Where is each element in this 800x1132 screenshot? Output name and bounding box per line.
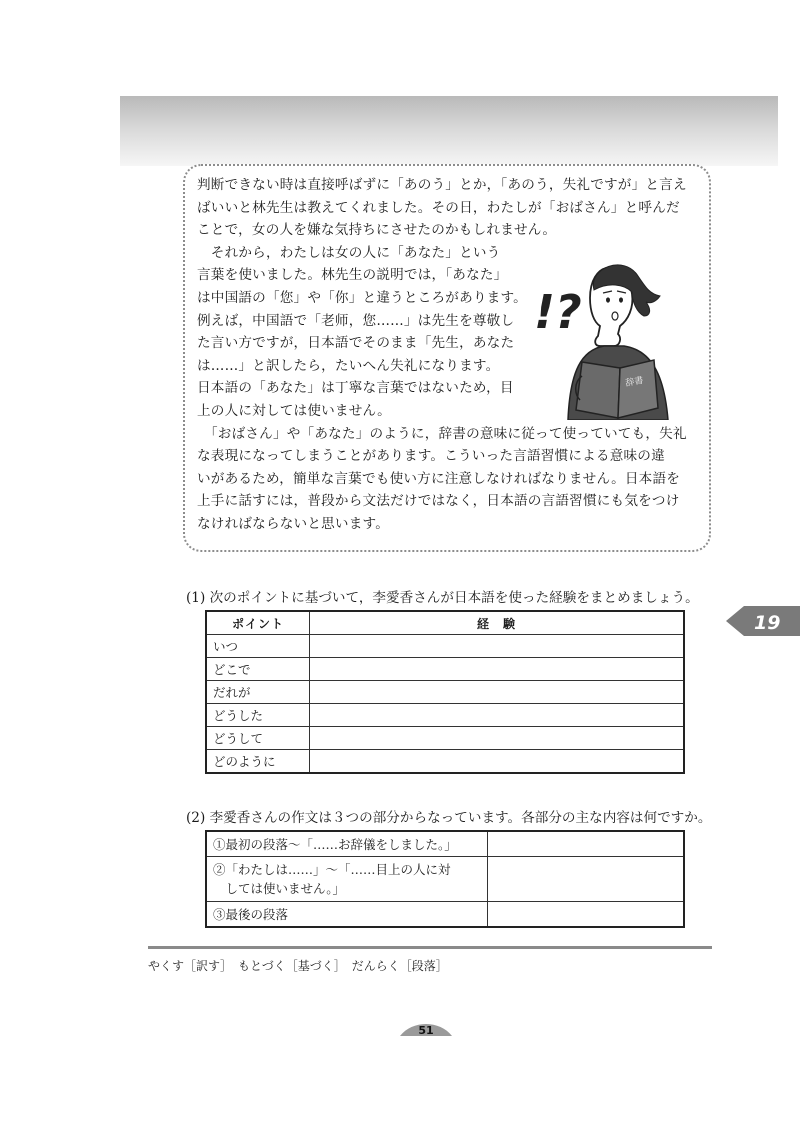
answer-cell[interactable] [310,750,685,774]
table-row [206,704,684,727]
passage-line: ことで，女の人を嫌な気持ちにさせたのかもしれません。 [197,222,557,239]
part-label-line: ②「わたしは……」～「……目上の人に対 [213,862,451,877]
answer-cell[interactable] [488,831,685,857]
table-row [206,902,684,928]
passage-line: ばいいと林先生は教えてくれました。その日，わたしが「おばさん」と呼んだ [197,199,680,216]
woman-reading-illustration [528,250,678,420]
table-row [206,727,684,750]
answer-cell[interactable] [310,704,685,727]
column-header-experience: 経 験 [310,611,685,635]
answer-cell[interactable] [310,727,685,750]
answer-cell[interactable] [488,902,685,928]
question-1-title: (1) 次のポイントに基づいて，李愛香さんが日本語を使った経験をまとめましょう。 [186,590,699,606]
page-number-badge [398,1016,454,1040]
passage-line: 上手に話すには，普段から文法だけではなく，日本語の言語習慣にも気をつけ [197,493,680,510]
passage-line: た言い方ですが，日本語でそのまま「先生，あなた [197,335,515,352]
passage-line: 日本語の「あなた」は丁寧な言葉ではないため，目 [197,380,514,397]
exclamation-mark: !? [534,285,582,339]
passage-line: 上の人に対しては使いません。 [197,403,391,419]
passage-line: なければならないと思います。 [197,516,390,532]
table-header-row [206,611,684,635]
part-label: ③最後の段落 [206,902,488,928]
point-label: だれが [206,681,310,704]
experience-table [205,610,685,774]
passage-line: 言葉を使いました。林先生の説明では，「あなた」 [197,267,508,284]
vocabulary-divider [148,946,712,949]
answer-cell[interactable] [488,857,685,902]
part-label-line: しては使いません。」 [213,881,346,896]
table-row [206,857,684,902]
passage-line: は中国語の「您」や「你」と違うところがあります。 [197,290,527,306]
passage-line: いがあるため，簡単な言葉でも使い方に注意しなければなりません。日本語を [197,470,681,487]
answer-cell[interactable] [310,635,685,658]
column-header-point: ポイント [206,611,310,635]
passage-line: それから，わたしは女の人に「あなた」という [197,244,501,261]
part-label: ①最初の段落～「……お辞儀をしました。」 [206,831,488,857]
page-number: 51 [418,1024,434,1037]
answer-cell[interactable] [310,658,685,681]
chapter-tab [722,604,800,638]
part-label [206,857,488,902]
composition-parts-table [205,830,685,928]
point-label: どうした [206,704,310,727]
passage-line: 「おばさん」や「あなた」のように，辞書の意味に従って使っていても，失礼 [197,425,687,442]
passage-line: は……」と訳したら，たいへん失礼になります。 [197,357,500,374]
table-row [206,831,684,857]
chapter-number: 19 [754,612,781,634]
header-band [120,96,778,166]
answer-cell[interactable] [310,681,685,704]
table-row [206,750,684,774]
point-label: どうして [206,727,310,750]
point-label: どこで [206,658,310,681]
table-row [206,658,684,681]
point-label: どのように [206,750,310,774]
book-label: 辞書 [624,375,645,389]
vocabulary-notes: やくす［訳す］ もとづく［基づく］ だんらく［段落］ [148,959,448,973]
passage-line: 例えば，中国語で「老师，您……」は先生を尊敬し [197,312,515,329]
question-2-title: (2) 李愛香さんの作文は３つの部分からなっています。各部分の主な内容は何ですか。 [186,810,712,826]
point-label: いつ [206,635,310,658]
passage-line: 判断できない時は直接呼ばずに「あのう」とか，「あのう，失礼ですが」と言え [197,177,687,193]
table-row [206,681,684,704]
passage-line: な表現になってしまうことがあります。こういった言語習慣による意味の違 [197,448,665,465]
table-row [206,635,684,658]
